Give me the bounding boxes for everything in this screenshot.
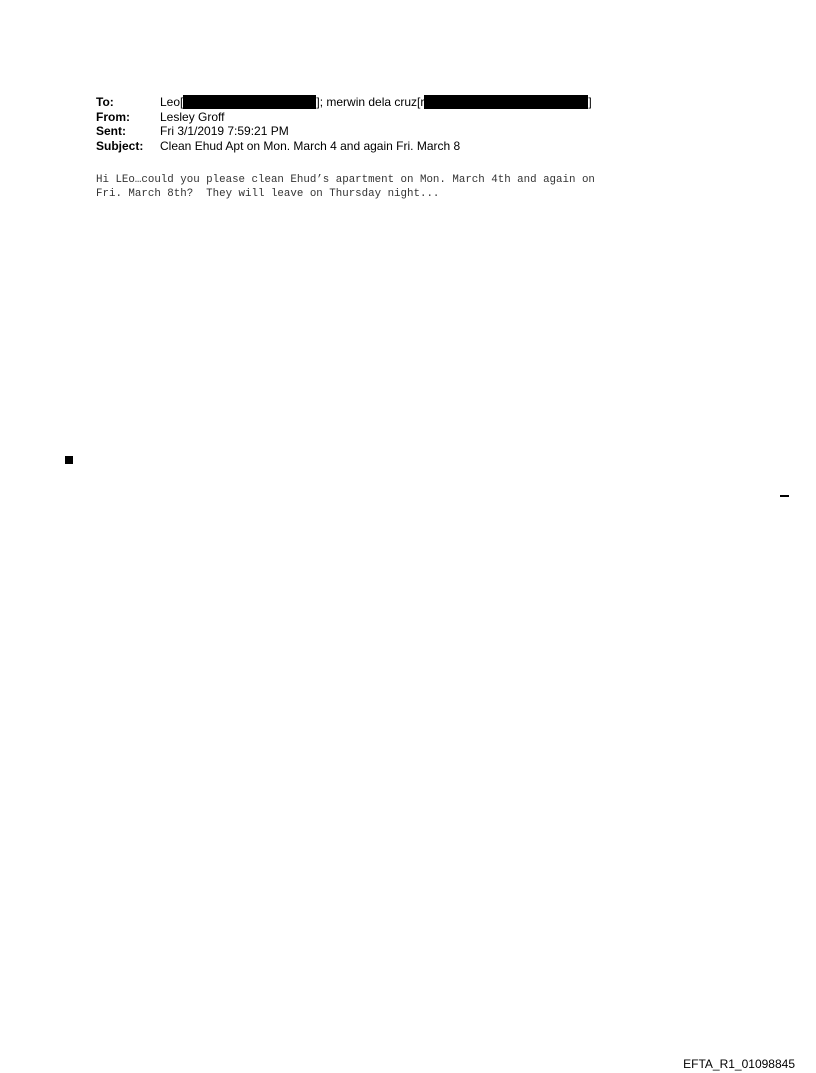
recipient1-prefix: Leo[ — [160, 95, 184, 109]
document-id: EFTA_R1_01098845 — [683, 1057, 795, 1071]
sent-label: Sent: — [96, 124, 126, 138]
sent-row — [96, 124, 592, 139]
recipient1-suffix: ]; merwin dela cruz[ — [316, 95, 421, 109]
subject-row — [96, 139, 592, 154]
subject-label: Subject: — [96, 138, 144, 153]
email-body — [96, 173, 595, 201]
redaction-box — [183, 95, 316, 109]
from-value: Lesley Groff — [160, 109, 225, 124]
email-body-line-1: Hi LEo…could you please clean Ehud’s apartment on Mon. March 4th and again on — [96, 174, 595, 186]
email-body-line-2: Fri. March 8th? They will leave on Thursday night... — [96, 188, 440, 200]
recipient2-suffix: ] — [588, 95, 592, 109]
sent-value: Fri 3/1/2019 7:59:21 PM — [160, 124, 289, 138]
recipient2-prefix: r — [420, 95, 425, 109]
email-header — [96, 95, 592, 153]
to-label: To: — [96, 95, 114, 109]
from-row — [96, 110, 592, 125]
redaction-box — [424, 95, 588, 109]
subject-value: Clean Ehud Apt on Mon. March 4 and again Fri. March 8 — [160, 138, 461, 153]
from-label: From: — [96, 109, 130, 124]
to-value — [160, 95, 592, 110]
to-row — [96, 95, 592, 110]
square-marker — [65, 456, 73, 464]
dash-marker — [780, 495, 789, 497]
